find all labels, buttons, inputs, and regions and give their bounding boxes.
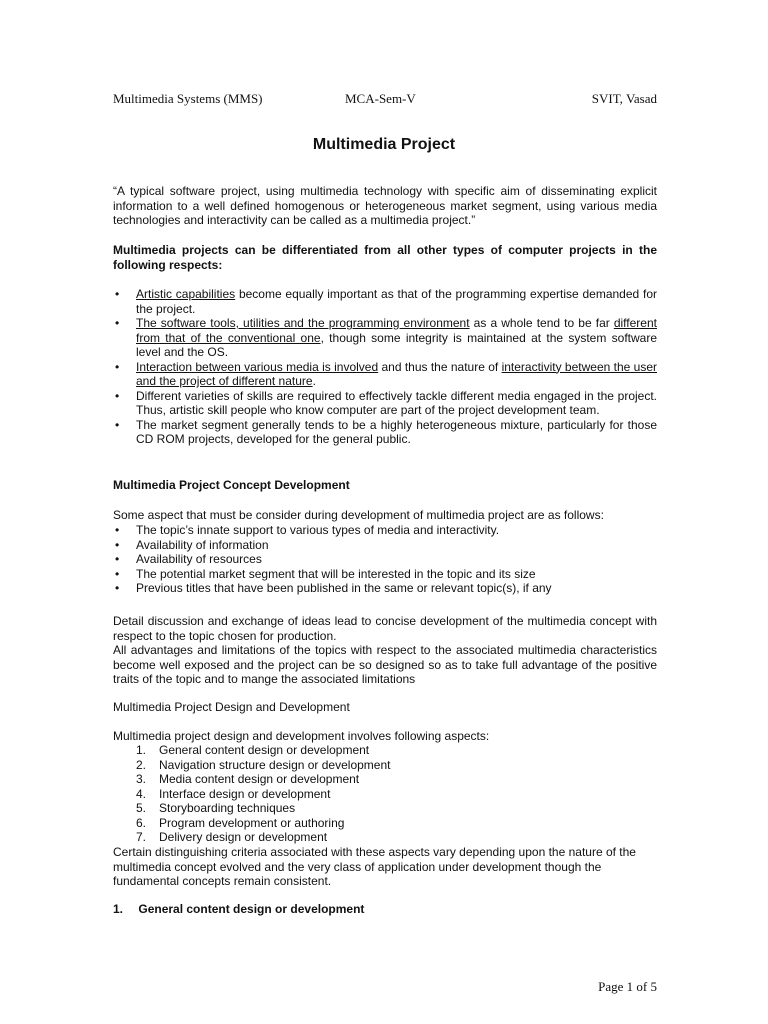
differentiation-heading: Multimedia projects can be differentiated from all other types of computer projects in the following respects:	[113, 243, 657, 272]
list-text: Navigation structure design or development	[159, 757, 391, 772]
intro-quote: “A typical software project, using multimedia technology with specific aim of disseminating explicit information to a well defined homogenous or heterogeneous market segment, using various media technologies and interactivity can be called as a multimedia project.”	[113, 184, 657, 227]
respect-underline: interactivity between the user and the project of different nature	[136, 359, 657, 388]
concept-paragraph-2: All advantages and limitations of the topics with respect to the associated multimedia characteristics become well exposed and the project can be so designed so as to take full advantage of the positive traits of the topic and to mange the associated limitations	[113, 643, 657, 686]
list-text: Media content design or development	[159, 772, 360, 786]
concept-intro: Some aspect that must be consider during development of multimedia project are as follows:	[113, 508, 604, 522]
list-number: 2.	[136, 757, 147, 772]
list-item	[136, 830, 657, 845]
list-text: General content design or development	[159, 743, 370, 757]
respect-text: as a whole tend to be far	[469, 316, 614, 330]
respects-list	[113, 287, 657, 447]
respect-underline: Interaction between various media is involved	[136, 359, 379, 374]
page-footer: Page 1 of 5	[598, 979, 657, 994]
respect-text: and thus the nature of	[378, 359, 502, 374]
section-1-heading	[113, 902, 657, 917]
design-intro: Multimedia project design and development involves following aspects:	[113, 729, 490, 743]
list-item	[136, 816, 657, 831]
list-item	[113, 316, 657, 360]
design-list-wrapper	[113, 743, 657, 845]
list-item	[136, 787, 657, 802]
list-text: Storyboarding techniques	[159, 801, 296, 815]
list-number: 7.	[136, 830, 147, 844]
list-text: Interface design or development	[159, 786, 331, 801]
list-item: • Availability of resources	[113, 552, 657, 567]
list-item: • Availability of information	[113, 538, 657, 553]
section-1-title: General content design or development	[138, 902, 365, 916]
respect-text: become equally important as that of the programming expertise demanded for the project.	[136, 287, 657, 316]
list-item	[136, 772, 657, 787]
header-semester: MCA-Sem-V	[345, 91, 416, 106]
concept-heading: Multimedia Project Concept Development	[113, 478, 350, 492]
list-item	[136, 743, 657, 758]
concept-list	[113, 523, 657, 596]
design-list	[113, 743, 657, 845]
list-text: Delivery design or development	[159, 830, 328, 844]
list-number: 4.	[136, 786, 147, 801]
respect-underline: different from that of the conventional one	[136, 316, 657, 345]
list-item	[136, 801, 657, 816]
list-item: • Previous titles that have been published in the same or relevant topic(s), if any	[113, 581, 657, 596]
design-heading: Multimedia Project Design and Development	[113, 700, 350, 714]
section-1-number: 1.	[113, 902, 124, 916]
list-number: 6.	[136, 815, 147, 830]
respects-list-wrapper	[113, 287, 657, 447]
design-paragraph: Certain distinguishing criteria associated with these aspects vary depending upon the nature of the multimedia concept evolved and the very class of application under development though the fundamental concepts remain consistent.	[113, 845, 636, 888]
header-institute: SVIT, Vasad	[591, 91, 657, 106]
list-item: • The market segment generally tends to be a highly heterogeneous mixture, particularly for those CD ROM projects, developed for the general public.	[113, 418, 657, 447]
concept-paragraph-1: Detail discussion and exchange of ideas lead to concise development of the multimedia concept with respect to the topic chosen for production.	[113, 614, 657, 643]
list-item: • The potential market segment that will be interested in the topic and its size	[113, 567, 657, 582]
list-item	[113, 287, 657, 316]
header-course: Multimedia Systems (MMS)	[113, 91, 263, 106]
respect-text: , though some integrity is maintained at the system software level and the OS.	[136, 330, 657, 359]
list-item	[113, 360, 657, 389]
page-title: Multimedia Project	[312, 136, 456, 153]
list-item	[136, 758, 657, 773]
list-number: 3.	[136, 772, 147, 786]
concept-list-wrapper	[113, 523, 657, 596]
list-number: 5.	[136, 801, 147, 815]
list-number: 1.	[136, 743, 147, 757]
list-item: • Different varieties of skills are required to effectively tackle different media engaged in the project. Thus, artistic skill people who know computer are part of the project development team.	[113, 389, 657, 418]
respect-underline: The software tools, utilities and the programming environment	[136, 316, 470, 330]
list-item: • The topic’s innate support to various types of media and interactivity.	[113, 523, 657, 538]
respect-text: .	[312, 374, 316, 388]
respect-underline: Artistic capabilities	[136, 287, 236, 301]
list-text: Program development or authoring	[159, 815, 345, 830]
